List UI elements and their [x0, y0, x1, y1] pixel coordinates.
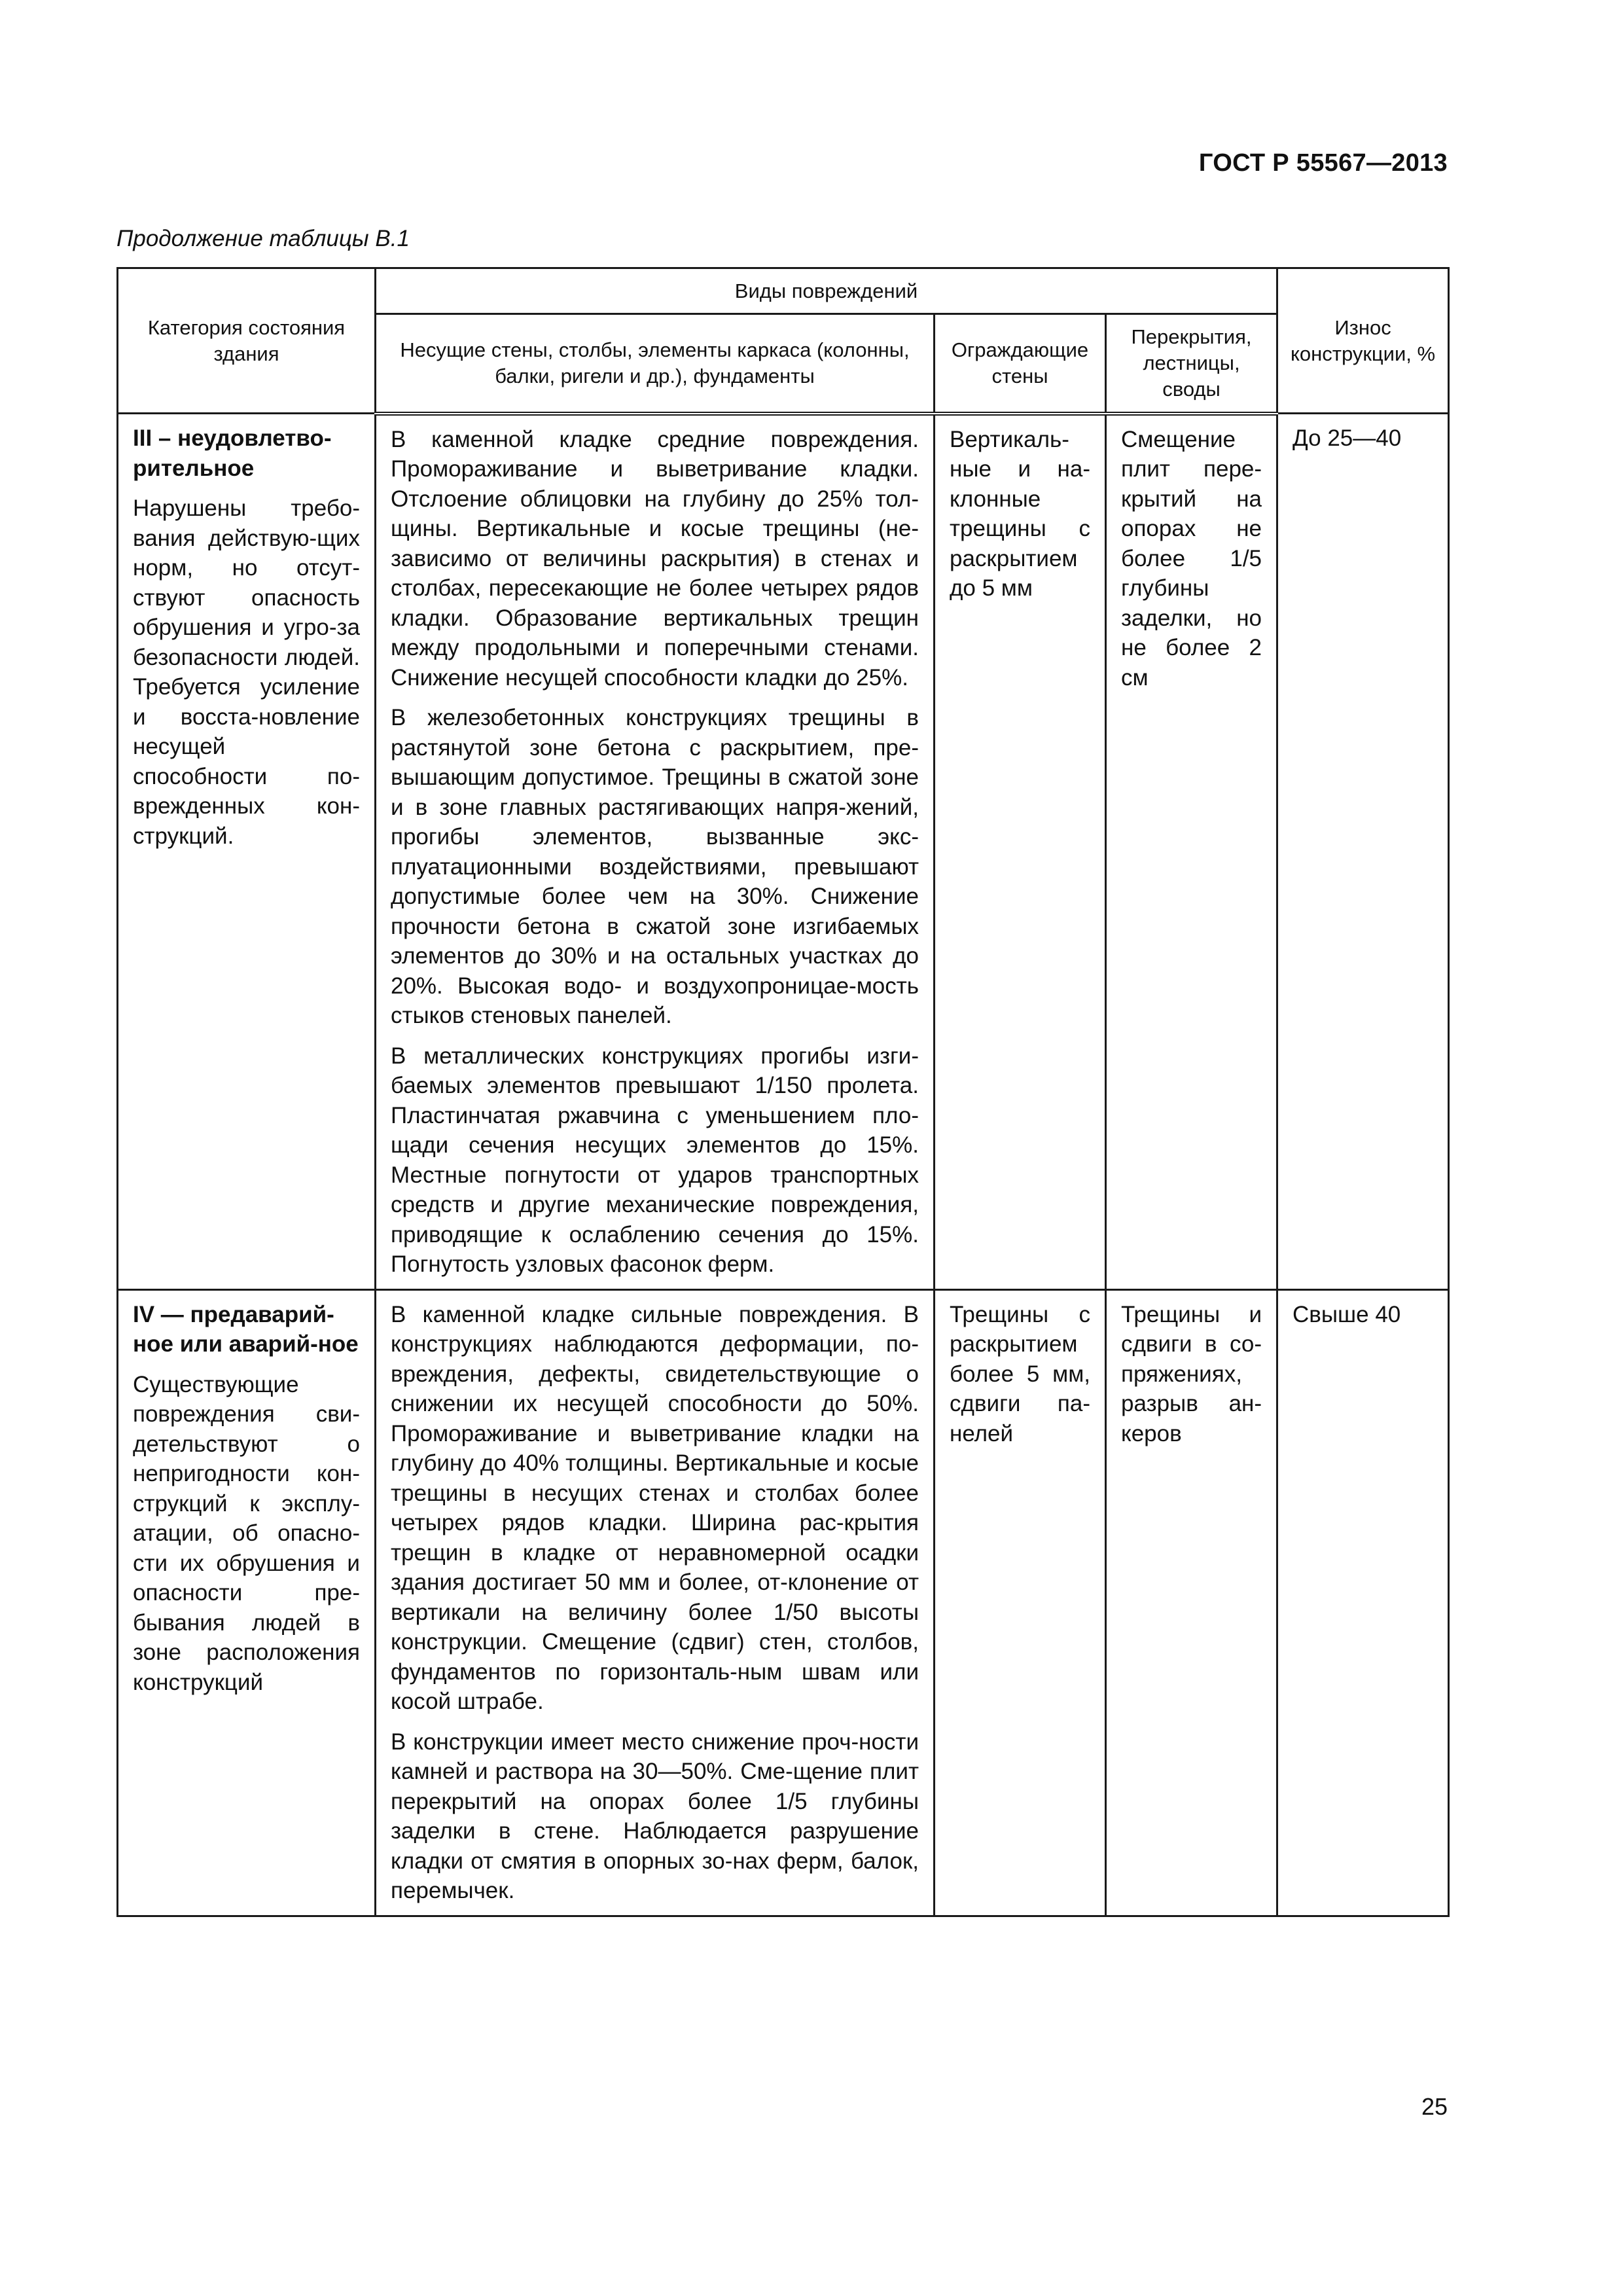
document-code: ГОСТ Р 55567—2013 — [1198, 149, 1448, 177]
category-description: Нарушены требо-вания действую-щих норм, но отсут-ствуют опасность обрушения и угро-за безопасности людей. Требуется усиление и восста-новление несущей способности по-врежденных кон-струкций. — [133, 495, 360, 849]
wear-value: До 25—40 — [1293, 425, 1402, 451]
table-row — [118, 1289, 1449, 1916]
category-title: III – неудовлетво-рительное — [133, 425, 332, 481]
wear-cell — [1277, 1289, 1449, 1916]
damage-table — [116, 267, 1450, 1917]
header-wear: Износ конструкции, % — [1277, 268, 1449, 414]
enclosing-text: Вертикаль-ные и на-клонные трещины с раскрытием до 5 мм — [950, 426, 1090, 601]
floors-text: Трещины и сдвиги в со-пряжениях, разрыв ан-керов — [1121, 1301, 1262, 1446]
header-damage-types: Виды повреждений — [376, 268, 1277, 314]
category-title: IV — предаварий-ное или аварий-ное — [133, 1301, 359, 1357]
bearing-cell — [376, 1289, 935, 1916]
category-cell — [118, 414, 376, 1290]
header-floors: Перекрытия, лестницы, своды — [1106, 314, 1277, 414]
header-bearing: Несущие стены, столбы, элементы каркаса (колонны, балки, ригели и др.), фундаменты — [376, 314, 935, 414]
category-cell — [118, 1289, 376, 1916]
floors-cell — [1106, 1289, 1277, 1916]
floors-text: Смещение плит пере-крытий на опорах не более 1/5 глубины заделки, но не более 2 см — [1121, 426, 1262, 691]
wear-value: Свыше 40 — [1293, 1301, 1401, 1327]
category-description: Существующие повреждения сви-детельствуют о непригодности кон-струкций к эксплу-атации, об опасно-сти их обрушения и опасности пре-бывания людей в зоне расположения конструкций — [133, 1371, 360, 1695]
bearing-paragraph: В металлических конструкциях прогибы изги-баемых элементов превышают 1/150 пролета. Пластинчатая ржавчина с уменьшением пло-щади сечения несущих элементов до 15%. Местные погнутости от ударов транспортных средств и другие механические повреждения, приводящие к ослаблению сечения до 15%. Погнутость узловых фасонок ферм. — [391, 1043, 919, 1277]
header-category: Категория состояния здания — [118, 268, 376, 414]
enclosing-text: Трещины с раскрытием более 5 мм, сдвиги па-нелей — [950, 1301, 1090, 1446]
table-header — [118, 268, 1449, 414]
bearing-paragraph: В каменной кладке средние повреждения. Промораживание и выветривание кладки. Отслоение облицовки на глубину до 25% тол-щины. Вертикальные и косые трещины (не-зависимо от величины раскрытия) в стенах и столбах, пересекающие не более четырех рядов кладки. Образование вертикальных трещин между продольными и поперечными стенами. Снижение несущей способности кладки до 25%. — [391, 426, 919, 691]
header-enclosing: Ограждающие стены — [935, 314, 1106, 414]
bearing-paragraph: В конструкции имеет место снижение проч-ности камней и раствора на 30—50%. Сме-щение плит перекрытий на опорах более 1/5 глубины заделки в стене. Наблюдается разрушение кладки от смятия в опорных зо-нах ферм, балок, перемычек. — [391, 1729, 919, 1903]
bearing-paragraph: В железобетонных конструкциях трещины в растянутой зоне бетона с раскрытием, пре-вышающим допустимое. Трещины в сжатой зоне и в зоне главных растягивающих напря-жений, прогибы элементов, вызванные экс-плуатационными воздействиями, превышают допустимые более чем на 30%. Снижение прочности бетона в сжатой зоне изгибаемых элементов до 30% и на остальных участках до 20%. Высокая водо- и воздухопроницае-мость стыков стеновых панелей. — [391, 705, 919, 1028]
table-caption: Продолжение таблицы В.1 — [116, 226, 410, 251]
bearing-cell — [376, 414, 935, 1290]
page-number: 25 — [1421, 2093, 1448, 2120]
table-row — [118, 414, 1449, 1290]
bearing-paragraph: В каменной кладке сильные повреждения. В конструкциях наблюдаются деформации, по-вреждения, дефекты, свидетельствующие о снижении их несущей способности до 50%. Промораживание и выветривание кладки на глубину до 40% толщины. Вертикальные и косые трещины в несущих стенах и столбах более четырех рядов кладки. Ширина рас-крытия трещин в кладке от неравномерной осадки здания достигает 50 мм и более, от-клонение от вертикали на величину более 1/50 высоты конструкции. Смещение (сдвиг) стен, столбов, фундаментов по горизонталь-ным швам или косой штрабе. — [391, 1301, 919, 1714]
enclosing-cell — [935, 1289, 1106, 1916]
enclosing-cell — [935, 414, 1106, 1290]
wear-cell — [1277, 414, 1449, 1290]
floors-cell — [1106, 414, 1277, 1290]
